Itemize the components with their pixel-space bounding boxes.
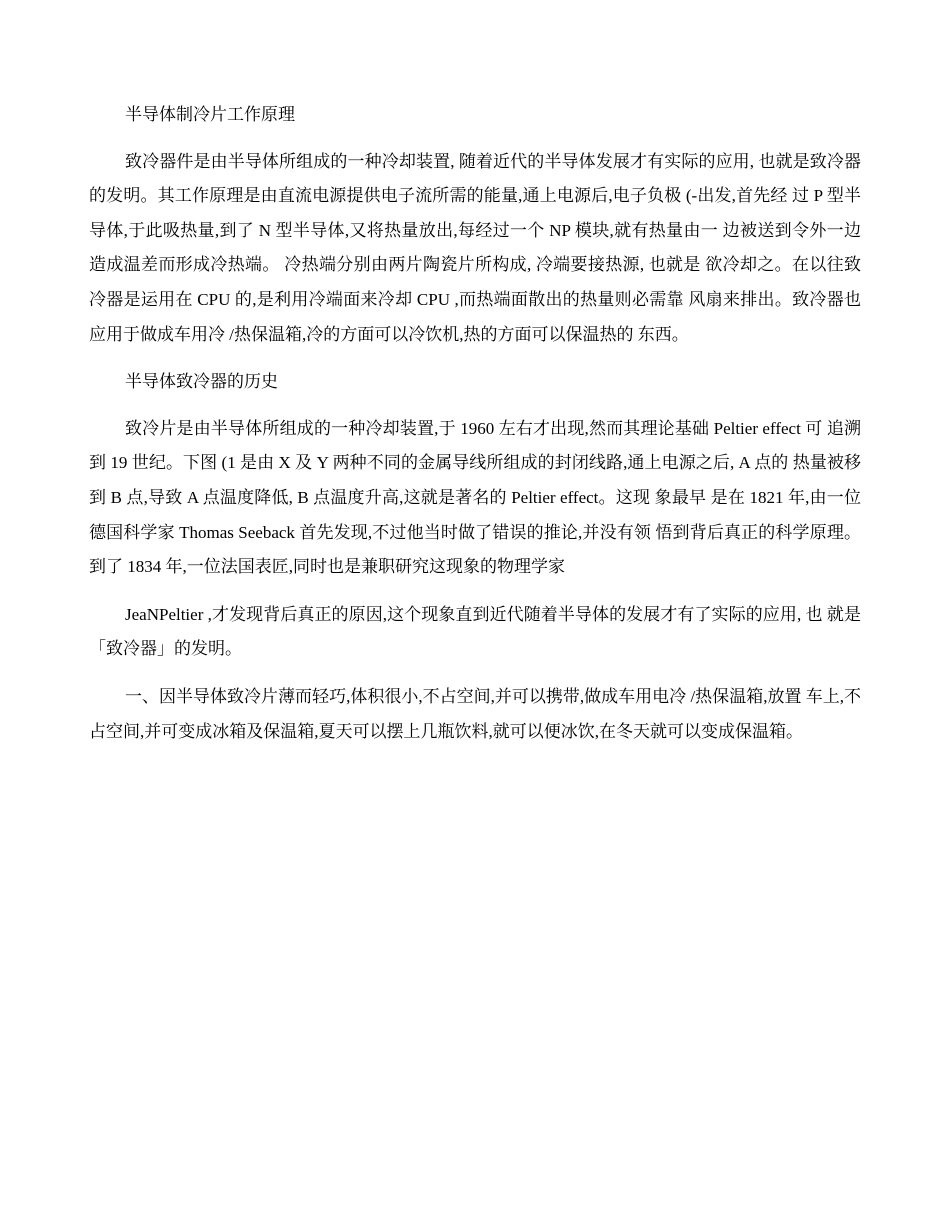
heading-working-principle: 半导体制冷片工作原理 [125,105,295,124]
heading-history: 半导体致冷器的历史 [125,372,278,392]
paragraph-working-principle: 致冷器件是由半导体所组成的一种冷却装置, 随着近代的半导体发展才有实际的应用, 也就是致冷器 的发明。其工作原理是由直流电源提供电子流所需的能量,通上电源后,电子负极 (-出发,首先经 过 P 型半导体,于此吸热量,到了 N 型半导体,又将热量放出,每经过一个 NP 模块,就有热量由一 边被送到令外一边造成温差而形成冷热端。 冷热端分别由两片陶瓷片所构成, 冷端要接热源, 也就是 欲冷却之。在以往致冷器是运用在 CPU 的,是利用冷端面来冷却 CPU ,而热端面散出的热量则必需靠 风扇来排出。致冷器也应用于做成车用冷 /热保温箱,冷的方面可以冷饮机,热的方面可以保温热的 东西。 [89,151,861,344]
document-body [89,98,861,762]
paragraph-history: 致冷片是由半导体所组成的一种冷却装置,于 1960 左右才出现,然而其理论基础 Peltier effect 可 追溯到 19 世纪。下图 (1 是由 X 及 Y 两种不同的金属导线所组成的封闭线路,通上电源之后, A 点的 热量被移到 B 点,导致 A 点温度降低, B 点温度升高,这就是著名的 Peltier effect。这现 象最早 是在 1821 年,由一位德国科学家 Thomas Seeback 首先发现,不过他当时做了错误的推论,并没有领 悟到背后真正的科学原理。到了 1834 年,一位法国表匠,同时也是兼职研究这现象的物理学家 [89,418,861,577]
paragraph-peltier-discovery: JeaNPeltier ,才发现背后真正的原因,这个现象直到近代随着半导体的发展才有了实际的应用, 也 就是「致冷器」的发明。 [89,604,861,659]
paragraph-advantage-one: 一、因半导体致冷片薄而轻巧,体积很小,不占空间,并可以携带,做成车用电冷 /热保温箱,放置 车上,不占空间,并可变成冰箱及保温箱,夏天可以摆上几瓶饮料,就可以便冰饮,在冬天就可以变成保温箱。 [89,686,861,741]
